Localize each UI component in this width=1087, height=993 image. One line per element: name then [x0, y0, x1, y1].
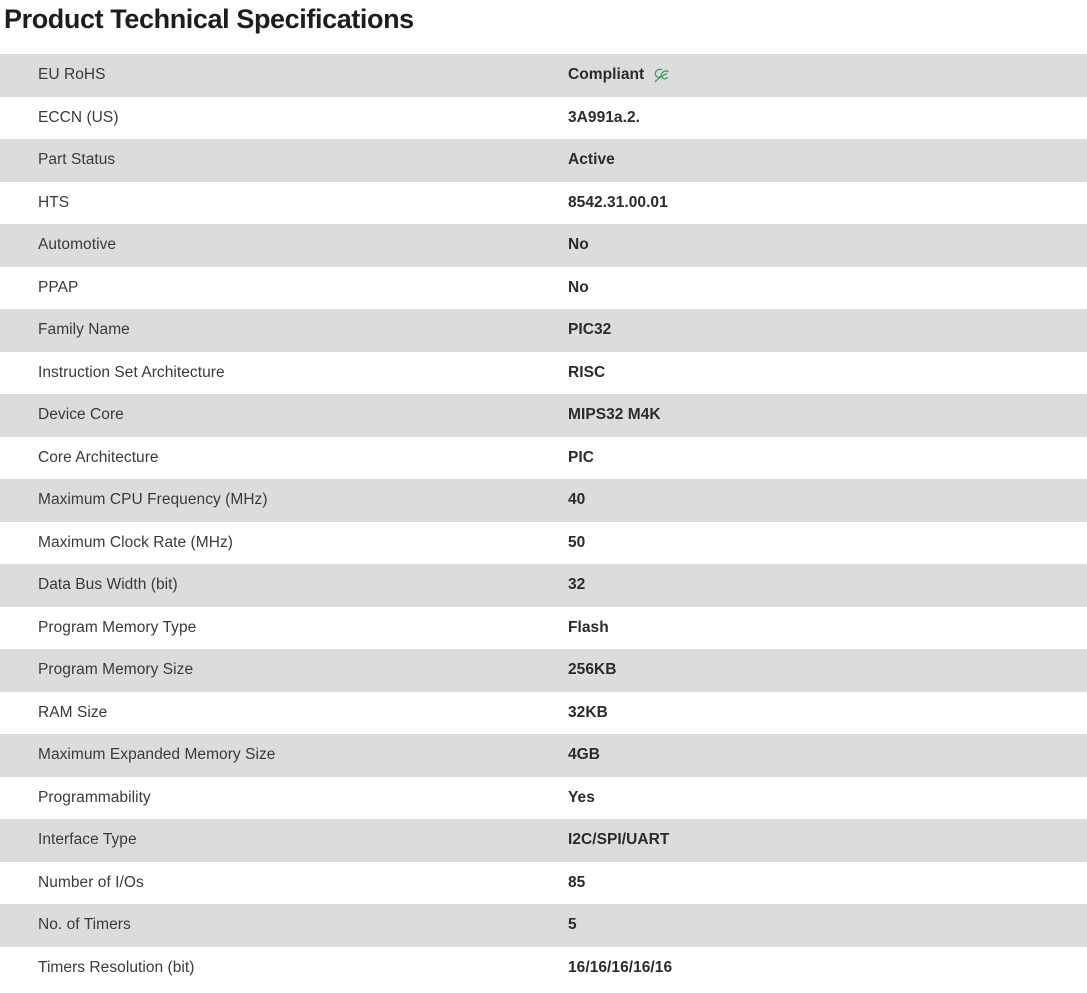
spec-value-cell	[568, 139, 1087, 182]
spec-label: Program Memory Type	[38, 618, 197, 636]
spec-value-wrapper	[568, 406, 1087, 424]
table-row	[0, 54, 1087, 97]
spec-label: Instruction Set Architecture	[38, 363, 225, 381]
spec-value-wrapper	[568, 534, 1087, 552]
spec-label: EU RoHS	[38, 66, 106, 84]
spec-value-cell	[568, 607, 1087, 650]
spec-label: Program Memory Size	[38, 661, 194, 679]
spec-value: 3A991a.2.	[568, 108, 640, 126]
spec-value-cell	[568, 649, 1087, 692]
spec-value: 16/16/16/16/16	[568, 958, 673, 976]
table-row	[0, 479, 1087, 522]
spec-label: Number of I/Os	[38, 873, 144, 891]
table-row	[0, 649, 1087, 692]
table-row	[0, 777, 1087, 820]
spec-value-wrapper	[568, 279, 1087, 297]
spec-value-cell	[568, 904, 1087, 947]
spec-value: 4GB	[568, 746, 601, 764]
spec-label: Core Architecture	[38, 448, 159, 466]
table-row	[0, 224, 1087, 267]
spec-value-wrapper	[568, 916, 1087, 934]
spec-value-wrapper	[568, 151, 1087, 169]
spec-label: Maximum CPU Frequency (MHz)	[38, 491, 268, 509]
spec-label: Interface Type	[38, 831, 137, 849]
spec-value: Compliant	[568, 66, 645, 84]
spec-value-cell	[568, 734, 1087, 777]
spec-value: No	[568, 236, 589, 254]
spec-label: PPAP	[38, 278, 79, 296]
spec-value-cell	[568, 394, 1087, 437]
spec-value: 5	[568, 916, 577, 934]
spec-value-wrapper	[568, 576, 1087, 594]
spec-label: No. of Timers	[38, 916, 131, 934]
spec-value-cell	[568, 564, 1087, 607]
spec-label: Data Bus Width (bit)	[38, 576, 178, 594]
spec-label: Part Status	[38, 151, 116, 169]
table-row	[0, 607, 1087, 650]
spec-value: No	[568, 278, 589, 296]
spec-value: 40	[568, 491, 586, 509]
spec-value: 85	[568, 873, 586, 891]
spec-label: Family Name	[38, 321, 130, 339]
spec-value-wrapper	[568, 661, 1087, 679]
leaf-icon	[653, 68, 670, 83]
spec-value-cell	[568, 947, 1087, 990]
spec-value: 32	[568, 576, 586, 594]
table-row	[0, 819, 1087, 862]
spec-value-wrapper	[568, 619, 1087, 637]
table-row	[0, 267, 1087, 310]
spec-label: ECCN (US)	[38, 108, 119, 126]
spec-value: 50	[568, 533, 586, 551]
spec-value-cell	[568, 309, 1087, 352]
spec-value-cell	[568, 97, 1087, 140]
table-row	[0, 352, 1087, 395]
table-row	[0, 734, 1087, 777]
spec-value-wrapper	[568, 704, 1087, 722]
spec-value: Active	[568, 151, 615, 169]
spec-label: Automotive	[38, 236, 117, 254]
table-row	[0, 309, 1087, 352]
spec-value-cell	[568, 862, 1087, 905]
spec-value-wrapper	[568, 491, 1087, 509]
spec-value: 256KB	[568, 661, 617, 679]
table-row	[0, 139, 1087, 182]
spec-value-wrapper	[568, 959, 1087, 977]
specifications-table	[0, 54, 1087, 989]
table-row	[0, 182, 1087, 225]
table-row	[0, 862, 1087, 905]
spec-label: HTS	[38, 193, 70, 211]
spec-value-wrapper	[568, 789, 1087, 807]
spec-value-wrapper	[568, 874, 1087, 892]
spec-value-wrapper	[568, 109, 1087, 127]
spec-label: Timers Resolution (bit)	[38, 958, 195, 976]
spec-value-cell	[568, 522, 1087, 565]
spec-value-cell	[568, 692, 1087, 735]
spec-value-wrapper	[568, 66, 1087, 84]
table-row	[0, 437, 1087, 480]
spec-value-cell	[568, 182, 1087, 225]
table-row	[0, 692, 1087, 735]
spec-value: PIC32	[568, 321, 612, 339]
table-row	[0, 904, 1087, 947]
specifications-table-body	[0, 54, 1087, 989]
spec-value-cell	[568, 54, 1087, 97]
spec-value-wrapper	[568, 194, 1087, 212]
spec-value: 32KB	[568, 703, 608, 721]
table-row	[0, 394, 1087, 437]
spec-value-cell	[568, 437, 1087, 480]
spec-value: PIC	[568, 448, 594, 466]
spec-value-cell	[568, 479, 1087, 522]
spec-label: Device Core	[38, 406, 124, 424]
spec-value-wrapper	[568, 449, 1087, 467]
spec-value-wrapper	[568, 831, 1087, 849]
spec-value: MIPS32 M4K	[568, 406, 661, 424]
spec-value-cell	[568, 777, 1087, 820]
table-row	[0, 522, 1087, 565]
spec-value-cell	[568, 352, 1087, 395]
table-row	[0, 947, 1087, 990]
spec-value-wrapper	[568, 236, 1087, 254]
spec-value-cell	[568, 819, 1087, 862]
spec-value-cell	[568, 224, 1087, 267]
spec-label: RAM Size	[38, 703, 108, 721]
spec-value-wrapper	[568, 321, 1087, 339]
spec-value: RISC	[568, 363, 606, 381]
page-title: Product Technical Specifications	[4, 4, 414, 34]
spec-value: I2C/SPI/UART	[568, 831, 670, 849]
spec-value-cell	[568, 267, 1087, 310]
spec-value: Yes	[568, 788, 595, 806]
spec-value: 8542.31.00.01	[568, 193, 668, 211]
spec-label: Maximum Clock Rate (MHz)	[38, 533, 233, 551]
spec-label: Maximum Expanded Memory Size	[38, 746, 276, 764]
table-row	[0, 97, 1087, 140]
spec-value-wrapper	[568, 364, 1087, 382]
table-row	[0, 564, 1087, 607]
spec-value-wrapper	[568, 746, 1087, 764]
spec-value: Flash	[568, 618, 609, 636]
spec-label: Programmability	[38, 788, 151, 806]
